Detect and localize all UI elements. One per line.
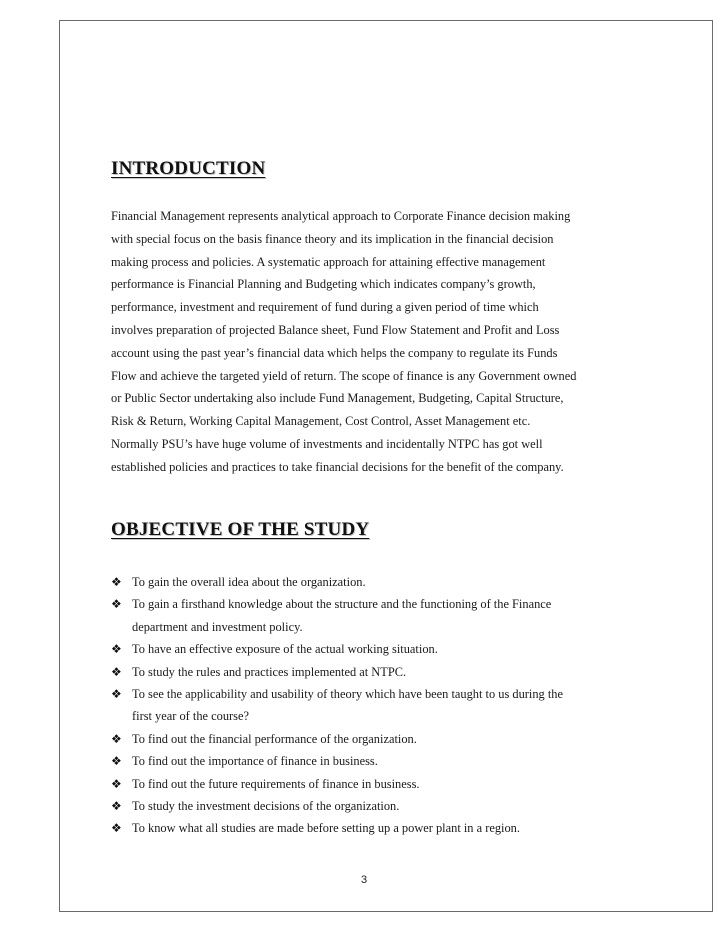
list-item-text: To see the applicability and usability of theory which have been taught to us during the bbox=[132, 687, 563, 702]
list-item bbox=[111, 571, 651, 593]
paragraph-line: Normally PSU’s have huge volume of investments and incidentally NTPC has got well bbox=[111, 436, 543, 451]
objective-list bbox=[111, 571, 651, 840]
paragraph-line: with special focus on the basis finance theory and its implication in the financial decision bbox=[111, 231, 554, 246]
introduction-heading: INTRODUCTION bbox=[111, 158, 266, 179]
diamond-bullet-icon: ❖ bbox=[111, 597, 122, 612]
diamond-bullet-icon: ❖ bbox=[111, 664, 122, 679]
diamond-bullet-icon: ❖ bbox=[111, 821, 122, 836]
paragraph-line: performance is Financial Planning and Budgeting which indicates company’s growth, bbox=[111, 277, 536, 292]
paragraph-line: Risk & Return, Working Capital Management, Cost Control, Asset Management etc. bbox=[111, 414, 531, 429]
list-item-text-continuation: department and investment policy. bbox=[132, 619, 303, 634]
paragraph-line: Flow and achieve the targeted yield of return. The scope of finance is any Government owned bbox=[111, 368, 577, 383]
list-item bbox=[111, 750, 651, 772]
diamond-bullet-icon: ❖ bbox=[111, 776, 122, 791]
list-item-text: To gain the overall idea about the organization. bbox=[132, 575, 366, 589]
paragraph-line: involves preparation of projected Balance sheet, Fund Flow Statement and Profit and Loss bbox=[111, 322, 560, 337]
list-item-text-continuation: first year of the course? bbox=[132, 709, 249, 724]
diamond-bullet-icon: ❖ bbox=[111, 642, 122, 657]
list-item bbox=[111, 817, 651, 839]
list-item bbox=[111, 728, 651, 750]
paragraph-line: performance, investment and requirement of fund during a given period of time which bbox=[111, 300, 539, 315]
list-item-text: To study the rules and practices implemented at NTPC. bbox=[132, 664, 407, 679]
diamond-bullet-icon: ❖ bbox=[111, 731, 122, 746]
list-item-text: To gain a firsthand knowledge about the structure and the functioning of the Finance bbox=[132, 597, 552, 612]
list-item bbox=[111, 795, 651, 817]
list-item-text: To have an effective exposure of the actual working situation. bbox=[132, 642, 438, 657]
list-item bbox=[111, 773, 651, 795]
list-item-text: To find out the future requirements of finance in business. bbox=[132, 776, 420, 791]
list-item bbox=[111, 638, 651, 660]
list-item bbox=[111, 683, 651, 728]
paragraph-line: account using the past year’s financial data which helps the company to regulate its Funds bbox=[111, 345, 558, 360]
diamond-bullet-icon: ❖ bbox=[111, 799, 122, 814]
introduction-paragraph bbox=[111, 205, 626, 479]
list-item bbox=[111, 593, 651, 638]
diamond-bullet-icon: ❖ bbox=[111, 575, 122, 589]
paragraph-line: Financial Management represents analytical approach to Corporate Finance decision making bbox=[111, 209, 571, 223]
paragraph-line: established policies and practices to take financial decisions for the benefit of the company. bbox=[111, 459, 564, 474]
paragraph-line: or Public Sector undertaking also include Fund Management, Budgeting, Capital Structure, bbox=[111, 391, 564, 406]
diamond-bullet-icon: ❖ bbox=[111, 754, 122, 769]
page-number: 3 bbox=[360, 874, 368, 886]
paragraph-line: making process and policies. A systematic approach for attaining effective management bbox=[111, 254, 546, 269]
list-item-text: To find out the financial performance of the organization. bbox=[132, 731, 417, 746]
list-item-text: To find out the importance of finance in business. bbox=[132, 754, 378, 769]
list-item-text: To know what all studies are made before setting up a power plant in a region. bbox=[132, 821, 520, 836]
list-item bbox=[111, 661, 651, 683]
diamond-bullet-icon: ❖ bbox=[111, 687, 122, 702]
list-item-text: To study the investment decisions of the organization. bbox=[132, 799, 400, 814]
objective-heading: OBJECTIVE OF THE STUDY bbox=[111, 519, 370, 540]
